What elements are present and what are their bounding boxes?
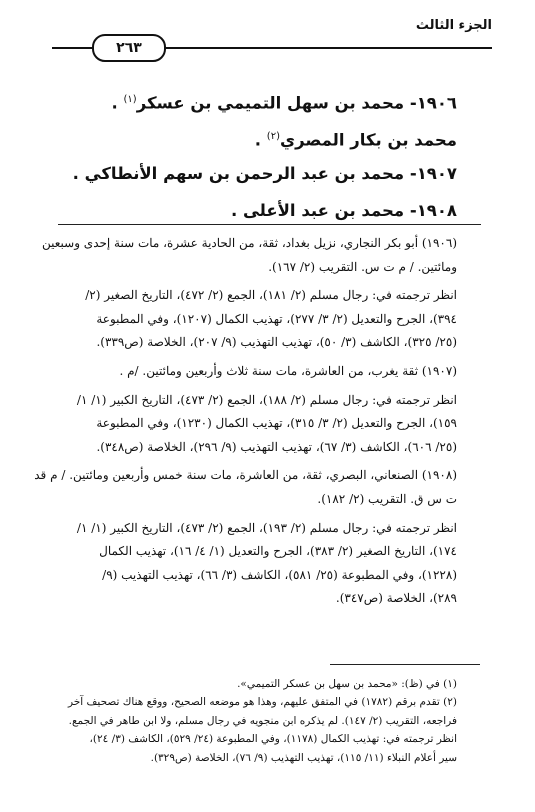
commentary-paragraph: انظر ترجمته في: رجال مسلم (٢/ ١٨٨)، الجمع (٢/ ٤٧٣)، التاريخ الكبير (١/ ١/ ١٥٩)، الجرح والتعديل (٢/ ٣/ ٣١٥)، تهذيب الكمال (١٢٣٠)، وفي المطبوعة (٢٥/ ٦٠٦)، الكاشف (٣/ ٦٧)، تهذيب التهذيب (٩/ ٢٩٦)، الخلاصة (ص٣٤٨). (76, 392, 457, 454)
footnote-line: سير أعلام النبلاء (١١/ ١١٥)، تهذيب التهذيب (٩/ ٧٦)، الخلاصة (ص٣٢٩). (150, 751, 457, 764)
divider-rule (58, 224, 481, 225)
main-entries (57, 86, 457, 234)
footnote-ref: (٢) (266, 131, 280, 142)
footnote-line: (٢) تقدم برقم (١٧٨٢) في المتفق عليهم، وهذا هو موضعه الصحيح، ووقع هناك تصحيف آخر (68, 696, 457, 709)
footnote-line: انظر ترجمته في: تهذيب الكمال (١١٧٨)، وفي المطبوعة (٢٤/ ٥٢٩)، الكاشف (٣/ ٢٤)، (89, 733, 457, 746)
footnote-line: (١) في (ظ): «محمد بن سهل بن عسكر التميمي». (237, 678, 457, 690)
entry-1907: ١٩٠٧- محمد بن عبد الرحمن بن سهم الأنطاكي . (72, 164, 457, 183)
page-header (52, 18, 492, 58)
commentary-block (34, 232, 457, 616)
footnote-separator (330, 664, 480, 665)
entry-1906: ١٩٠٦- محمد بن سهل التميمي بن عسكر$^{(١)}$ . (111, 93, 457, 113)
commentary-paragraph: (١٩٠٨) الصنعاني، البصري، ثقة، من العاشرة، مات سنة خمس وأربعين ومائتين. / م قد ت س ق. التقريب (٢/ ١٨٢). (34, 468, 457, 506)
footnote-ref: (١) (123, 94, 137, 105)
commentary-paragraph: انظر ترجمته في: رجال مسلم (٢/ ١٩٣)، الجمع (٢/ ٤٧٣)، التاريخ الكبير (١/ ١/ ١٧٤)، التاريخ الصغير (٢/ ٣٨٣)، الجرح والتعديل (١/ ٤/ ١٦)، تهذيب الكمال (١٢٢٨)، وفي المطبوعة (٢٥/ ٥٨١)، الكاشف (٣/ ٦٦)، تهذيب التهذيب (٩/ ٢٨٩)، الخلاصة (ص٣٤٧). (76, 520, 457, 606)
entry-1906-companion: محمد بن بكار المصري$^{(٢)}$ . (254, 130, 457, 150)
page-number: ٢٦٣ (92, 34, 166, 62)
commentary-paragraph: (١٩٠٧) ثقة يغرب، من العاشرة، مات سنة ثلاث وأربعين ومائتين. /م . (119, 363, 457, 378)
footnote-line: فراجعه، التقريب (٢/ ١٤٧). لم يذكره ابن منجويه في رجال مسلم، ولا ابن طاهر في الجمع. (68, 714, 457, 727)
commentary-paragraph: انظر ترجمته في: رجال مسلم (٢/ ١٨١)، الجمع (٢/ ٤٧٢)، التاريخ الصغير (٢/ ٣٩٤)، الجرح والتعديل (٢/ ٣/ ٢٧٧)، تهذيب الكمال (١٢٠٧)، وفي المطبوعة (٢٥/ ٣٢٥)، الكاشف (٣/ ٥٠)، تهذيب التهذيب (٩/ ٢٠٧)، الخلاصة (ص٣٣٩). (85, 288, 457, 350)
running-title: الجزء الثالث (415, 18, 492, 33)
footnotes-block (57, 675, 457, 767)
entry-1908: ١٩٠٨- محمد بن عبد الأعلى . (230, 201, 457, 220)
commentary-paragraph: (١٩٠٦) أبو بكر النجاري، نزيل بغداد، ثقة، من الحادية عشرة، مات سنة إحدى وسبعين ومائتين. / م ت س. التقريب (٢/ ١٦٧). (41, 236, 457, 274)
